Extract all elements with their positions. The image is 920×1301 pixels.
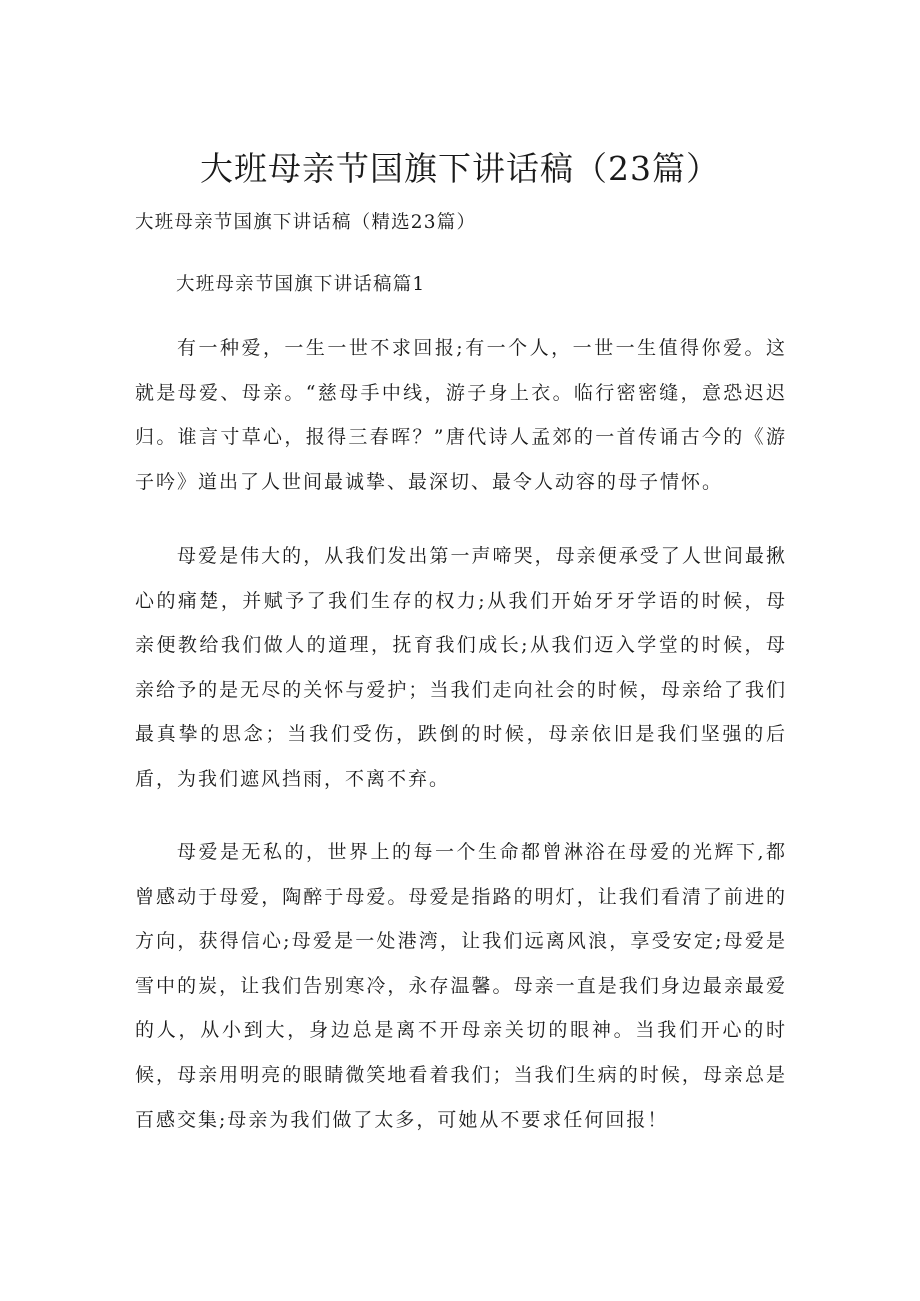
paragraph-1: 有一种爱，一生一世不求回报;有一个人，一世一生值得你爱。这就是母爱、母亲。“慈母手中线，游子身上衣。临行密密缝，意恐迟迟归。谁言寸草心，报得三春晖？”唐代诗人孟郊的一首传诵古今的《游子吟》道出了人世间最诚挚、最深切、最令人动容的母子情怀。 bbox=[135, 337, 787, 493]
document-title: 大班母亲节国旗下讲话稿（23篇） bbox=[200, 149, 720, 188]
paragraph-2: 母爱是伟大的，从我们发出第一声啼哭，母亲便承受了人世间最揪心的痛楚，并赋予了我们生存的权力;从我们开始牙牙学语的时候，母亲便教给我们做人的道理，抚育我们成长;从我们迈入学堂的时候，母亲给予的是无尽的关怀与爱护；当我们走向社会的时候，母亲给了我们最真挚的思念；当我们受伤，跌倒的时候，母亲依旧是我们坚强的后盾，为我们遮风挡雨，不离不弃。 bbox=[135, 545, 787, 790]
document-subtitle: 大班母亲节国旗下讲话稿（精选23篇） bbox=[135, 212, 477, 233]
section-heading: 大班母亲节国旗下讲话稿篇1 bbox=[176, 274, 426, 295]
paragraph-3: 母爱是无私的，世界上的每一个生命都曾淋浴在母爱的光辉下,都曾感动于母爱，陶醉于母爱。母爱是指路的明灯，让我们看清了前进的方向，获得信心;母爱是一处港湾，让我们远离风浪，享受安定;母爱是雪中的炭，让我们告别寒冷，永存温馨。母亲一直是我们身边最亲最爱的人，从小到大，身边总是离不开母亲关切的眼神。当我们开心的时候，母亲用明亮的眼睛微笑地看着我们；当我们生病的时候，母亲总是百感交集;母亲为我们做了太多，可她从不要求任何回报！ bbox=[135, 841, 787, 1131]
